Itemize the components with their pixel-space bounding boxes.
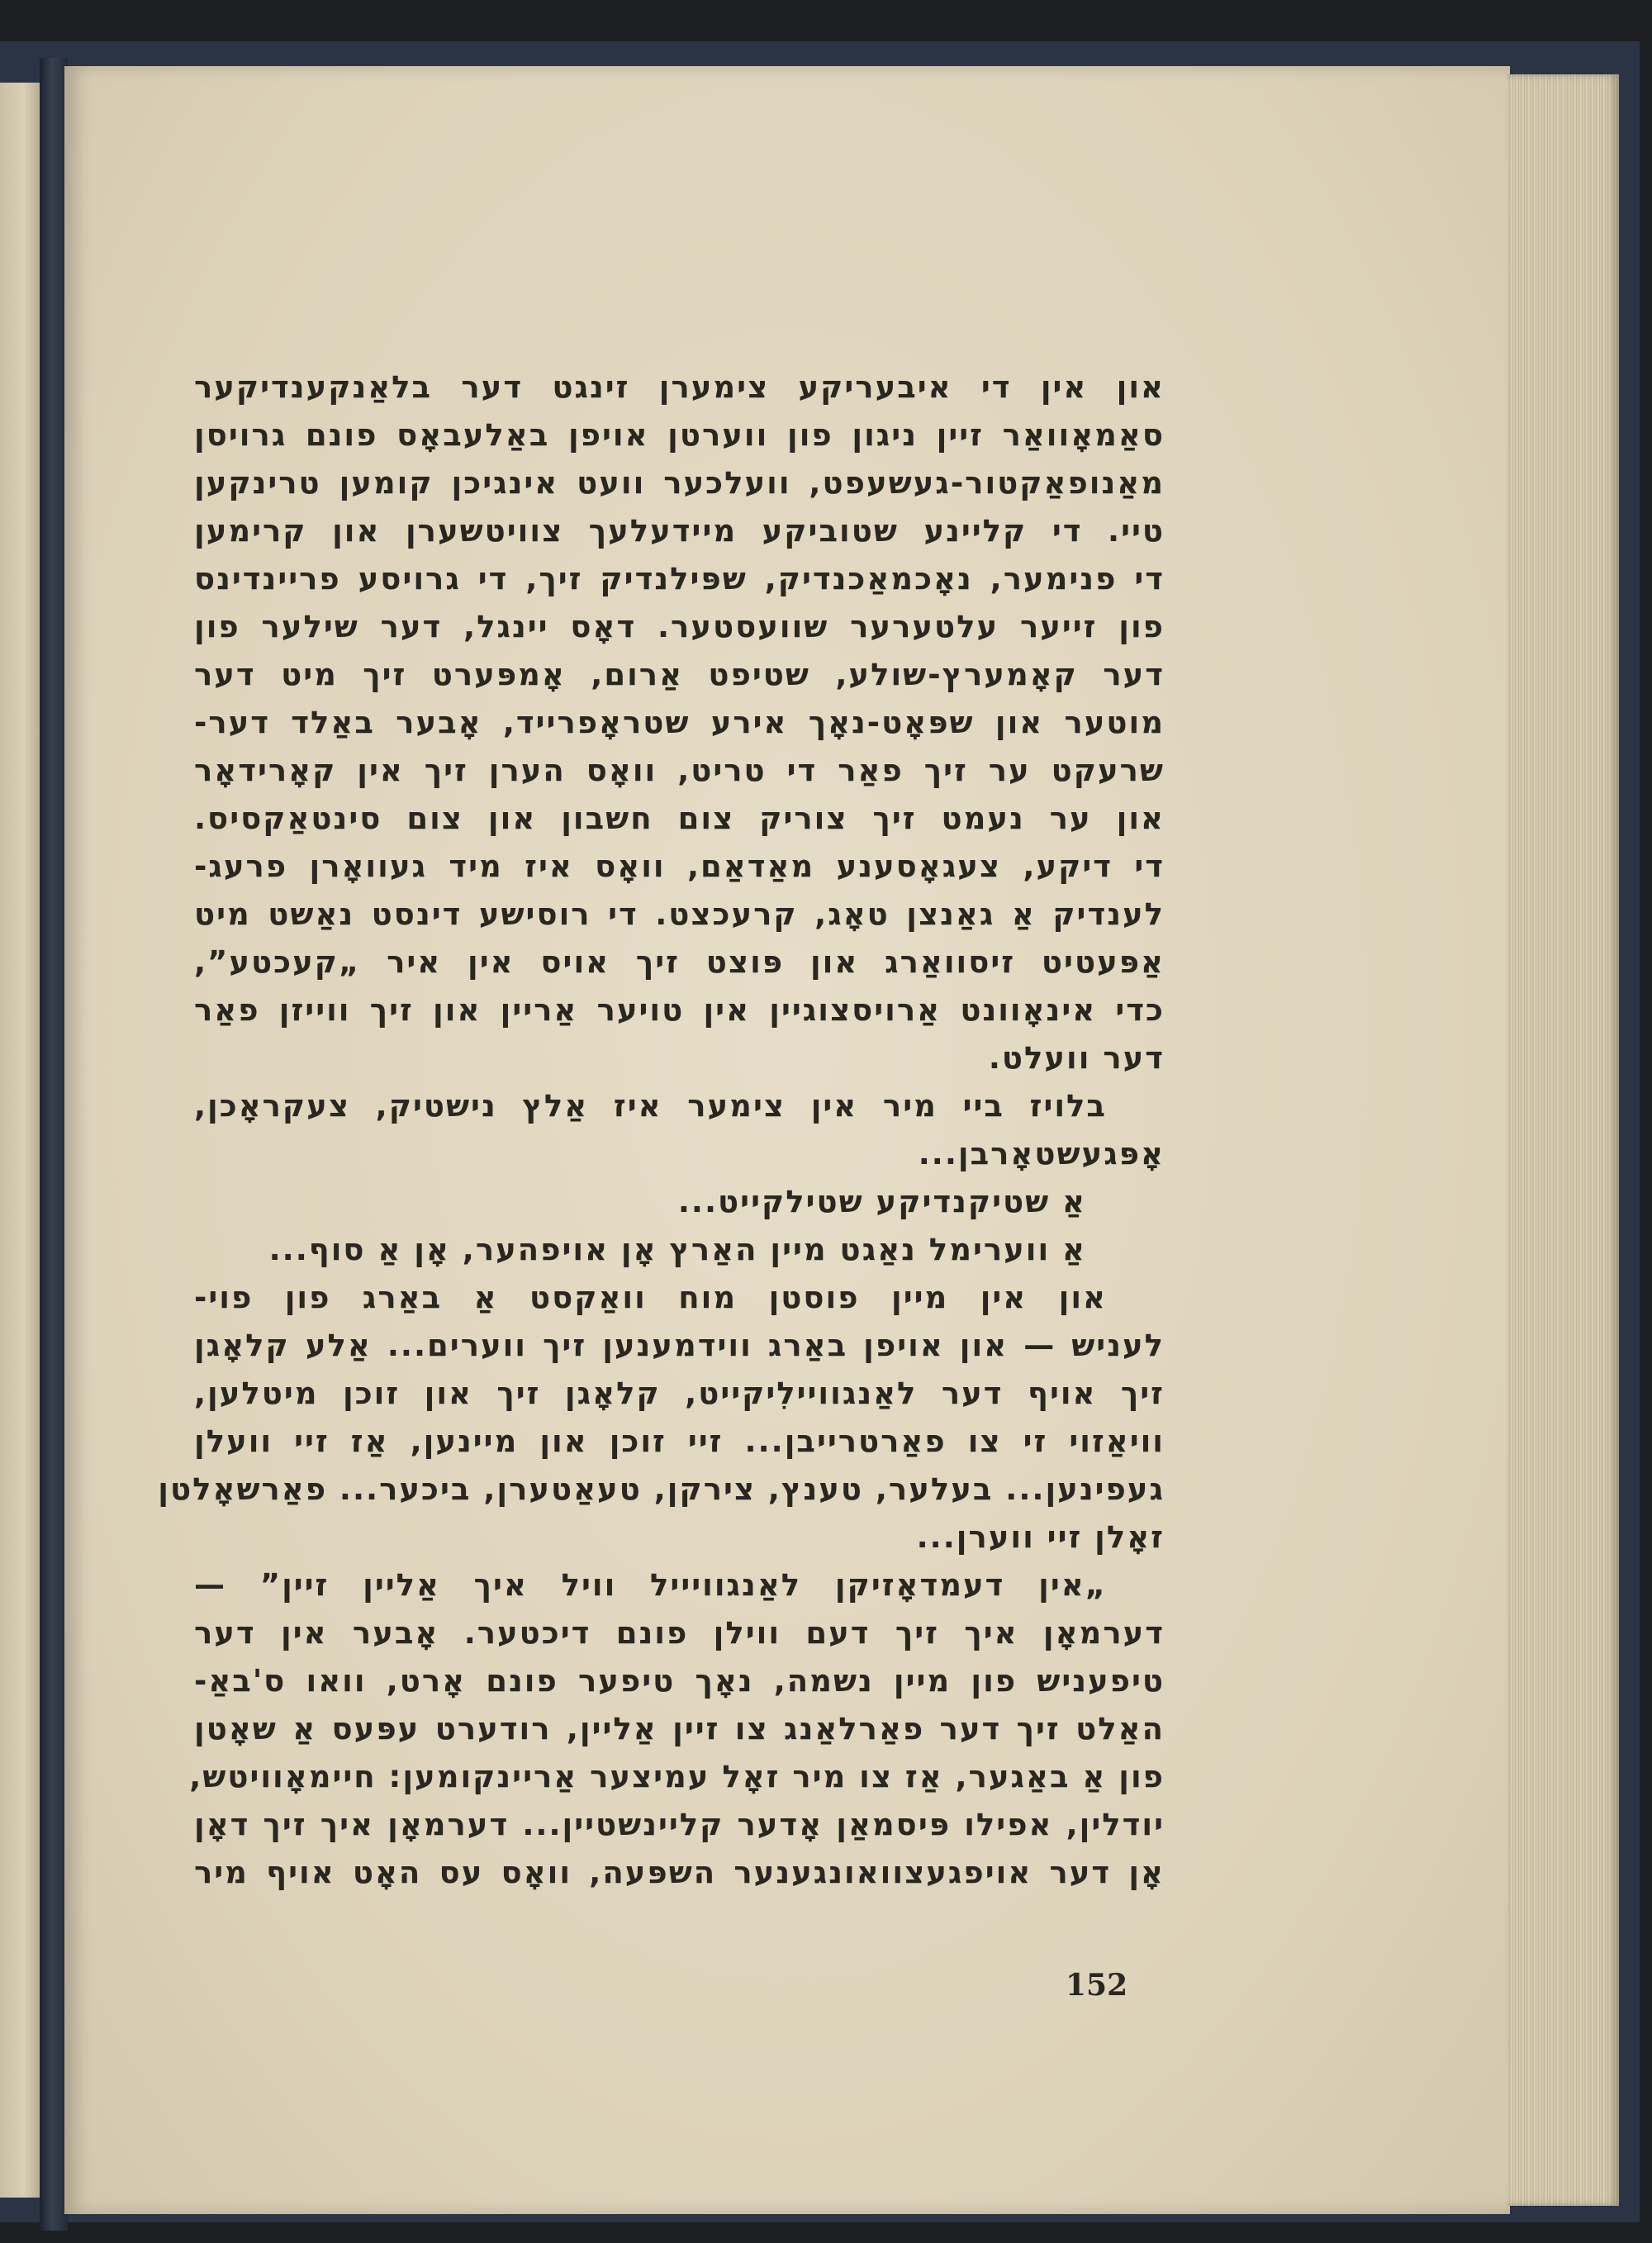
text-line: אַפּעטיט זיסוואַרג און פּוצט זיך אויס אין איר „קעכטע”, bbox=[194, 944, 1165, 980]
text-line: אַ שטיקנדיקע שטילקייט... bbox=[677, 1184, 1086, 1219]
body-text bbox=[158, 364, 1165, 1897]
text-line: סאַמאָוואַר זיין ניגון פון ווערטן אויפן באַלעבאָס פונם גרויסן bbox=[194, 417, 1165, 453]
page-edges bbox=[1507, 74, 1619, 2206]
text-line: פון זייער עלטערער שוועסטער. דאָס יינגל, דער שילער פון bbox=[194, 609, 1165, 644]
text-line: זאָלן זיי ווערן... bbox=[916, 1519, 1165, 1555]
previous-page-edge bbox=[0, 83, 40, 2198]
text-line: אָן דער אויפגעצוואונגענער השפּעה, וואָס עס האָט אויף מיר bbox=[194, 1855, 1165, 1890]
text-line: אַ ווערימל נאַגט מיין האַרץ אָן אויפהער, אָן אַ סוף... bbox=[268, 1232, 1086, 1267]
text-line: אָפּגעשטאָרבן... bbox=[918, 1136, 1165, 1171]
text-line: יודלין, אפילו פּיסמאַן אָדער קליינשטיין... דערמאָן איך זיך דאָן bbox=[194, 1807, 1165, 1842]
text-line: די פנימער, נאָכמאַכנדיק, שפּילנדיק זיך, די גרויסע פריינדינס bbox=[194, 561, 1165, 596]
text-line: פון אַ באַגער, אַז צו מיר זאָל עמיצער אַריינקומען: חיימאָוויטש, bbox=[189, 1759, 1165, 1794]
text-line: טיפעניש פון מיין נשמה, נאָך טיפער פונם אָרט, וואו ס'באַ- bbox=[194, 1663, 1165, 1699]
text-line: און אין מיין פוסטן מוח וואַקסט אַ באַרג פון פוי- bbox=[194, 1280, 1107, 1315]
text-line: דער וועלט. bbox=[988, 1040, 1165, 1076]
text-line: כדי אינאָוונט אַרויסצוגיין אין טויער אַריין און זיך ווייזן פאַר bbox=[194, 992, 1165, 1028]
text-line: „אין דעמדאָזיקן לאַנגוויייל וויל איך אַליין זיין” — bbox=[194, 1567, 1107, 1603]
text-line: דערמאָן איך זיך דעם ווילן פונם דיכטער. אָבער אין דער bbox=[194, 1615, 1165, 1651]
text-line: די דיקע, צעגאָסענע מאַדאַם, וואָס איז מיד געוואָרן פרעג- bbox=[194, 848, 1165, 884]
text-line: און ער נעמט זיך צוריק צום חשבון און צום סינטאַקסיס. bbox=[194, 801, 1165, 836]
text-line: מוטער און שפּאָט-נאָך אירע שטראָפרייד, אָבער באַלד דער- bbox=[194, 705, 1165, 740]
text-line: בלויז ביי מיר אין צימער איז אַלץ נישטיק, צעקראָכן, bbox=[194, 1088, 1107, 1124]
book-gutter bbox=[40, 58, 68, 2231]
text-line: וויאַזוי זי צו פאַרטרייבן... זיי זוכן און מיינען, אַז זיי וועלן bbox=[194, 1423, 1165, 1459]
text-line: טיי. די קליינע שטוביקע מיידעלעך צוויטשערן און קרימען bbox=[194, 513, 1165, 549]
text-line: געפינען... בעלער, טענץ, צירקן, טעאַטערן, ביכער... פאַרשאָלטן bbox=[158, 1471, 1165, 1507]
text-line: און אין די איבעריקע צימערן זינגט דער בלאַנקענדיקער bbox=[194, 369, 1165, 405]
text-line: לעניש — און אויפן באַרג ווידמענען זיך ווערים... אַלע קלאָגן bbox=[194, 1328, 1165, 1363]
text-line: זיך אויף דער לאַנגוויילִיקייט, קלאָגן זיך און זוכן מיטלען, bbox=[194, 1376, 1165, 1411]
page-number: 152 bbox=[1066, 1968, 1128, 2003]
text-line: האַלט זיך דער פאַרלאַנג צו זיין אַליין, רודערט עפּעס אַ שאָטן bbox=[194, 1711, 1165, 1746]
text-line: שרעקט ער זיך פאַר די טריט, וואָס הערן זיך אין קאָרידאָר bbox=[194, 753, 1165, 788]
text-line: מאַנופאַקטור-געשעפט, וועלכער וועט אינגיכן קומען טרינקען bbox=[194, 465, 1165, 501]
text-line: דער קאָמערץ-שולע, שטיפט אַרום, אָמפּערט זיך מיט דער bbox=[194, 657, 1165, 692]
text-line: לענדיק אַ גאַנצן טאָג, קרעכצט. די רוסישע דינסט נאַשט מיט bbox=[194, 896, 1165, 932]
